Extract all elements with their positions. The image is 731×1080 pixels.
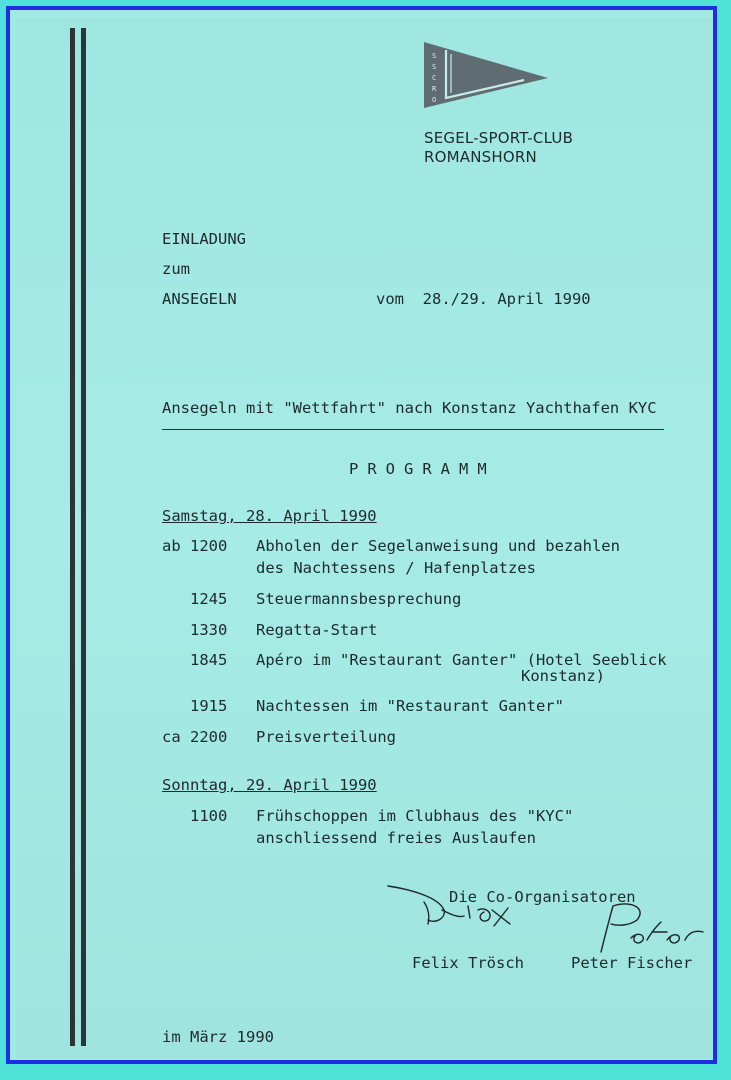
saturday-item-5-text: Preisverteilung — [256, 728, 396, 746]
saturday-item-0-text2: des Nachtessens / Hafenplatzes — [256, 559, 536, 577]
footer-date: im März 1990 — [162, 1028, 274, 1046]
saturday-item-1-text: Steuermannsbesprechung — [256, 590, 462, 608]
club-name — [424, 129, 573, 167]
saturday-item-3-text: Apéro im "Restaurant Ganter" (Hotel Seeblick — [256, 651, 667, 669]
organizers-label: Die Co-Organisatoren — [449, 888, 636, 906]
saturday-item-0-time: ab 1200 — [162, 537, 228, 555]
left-double-rule-1 — [70, 28, 75, 1046]
club-name-line2: ROMANSHORN — [424, 148, 537, 166]
club-name-line1: SEGEL-SPORT-CLUB — [424, 129, 574, 147]
organizer-name-1: Felix Trösch — [412, 954, 524, 972]
invitation-date: vom 28./29. April 1990 — [376, 290, 591, 308]
saturday-item-0-text: Abholen der Segelanweisung und bezahlen — [256, 537, 620, 555]
divider — [162, 429, 664, 430]
saturday-item-4-time: 1915 — [190, 697, 228, 715]
saturday-item-4-text: Nachtessen im "Restaurant Ganter" — [256, 697, 564, 715]
invitation-line2: zum — [162, 260, 190, 278]
program-title: PROGRAMM — [349, 460, 496, 478]
document-page — [16, 18, 712, 1058]
svg-text:R: R — [432, 85, 437, 93]
invitation-line1: EINLADUNG — [162, 230, 246, 248]
saturday-item-2-text: Regatta-Start — [256, 621, 378, 639]
svg-text:S: S — [432, 52, 437, 60]
svg-text:C: C — [432, 74, 437, 82]
saturday-item-2-time: 1330 — [190, 621, 228, 639]
left-double-rule-2 — [81, 28, 86, 1046]
svg-text:O: O — [432, 96, 437, 104]
saturday-item-3-time: 1845 — [190, 651, 228, 669]
saturday-heading: Samstag, 28. April 1990 — [162, 507, 377, 525]
sunday-item-0-time: 1100 — [190, 807, 228, 825]
subtitle: Ansegeln mit "Wettfahrt" nach Konstanz Yachthafen KYC — [162, 399, 657, 417]
saturday-item-5-time: ca 2200 — [162, 728, 228, 746]
signature-peter-icon — [591, 896, 716, 956]
sunday-heading: Sonntag, 29. April 1990 — [162, 776, 377, 794]
invitation-line3: ANSEGELN — [162, 290, 237, 308]
sunday-item-0-text: Frühschoppen im Clubhaus des "KYC" — [256, 807, 574, 825]
saturday-item-3-text2: Konstanz) — [521, 667, 605, 685]
organizer-name-2: Peter Fischer — [571, 954, 693, 972]
sunday-item-0-text2: anschliessend freies Auslaufen — [256, 829, 536, 847]
club-logo-icon — [424, 42, 550, 108]
saturday-item-1-time: 1245 — [190, 590, 228, 608]
signature-felix-icon — [384, 880, 524, 940]
svg-text:S: S — [432, 63, 437, 71]
